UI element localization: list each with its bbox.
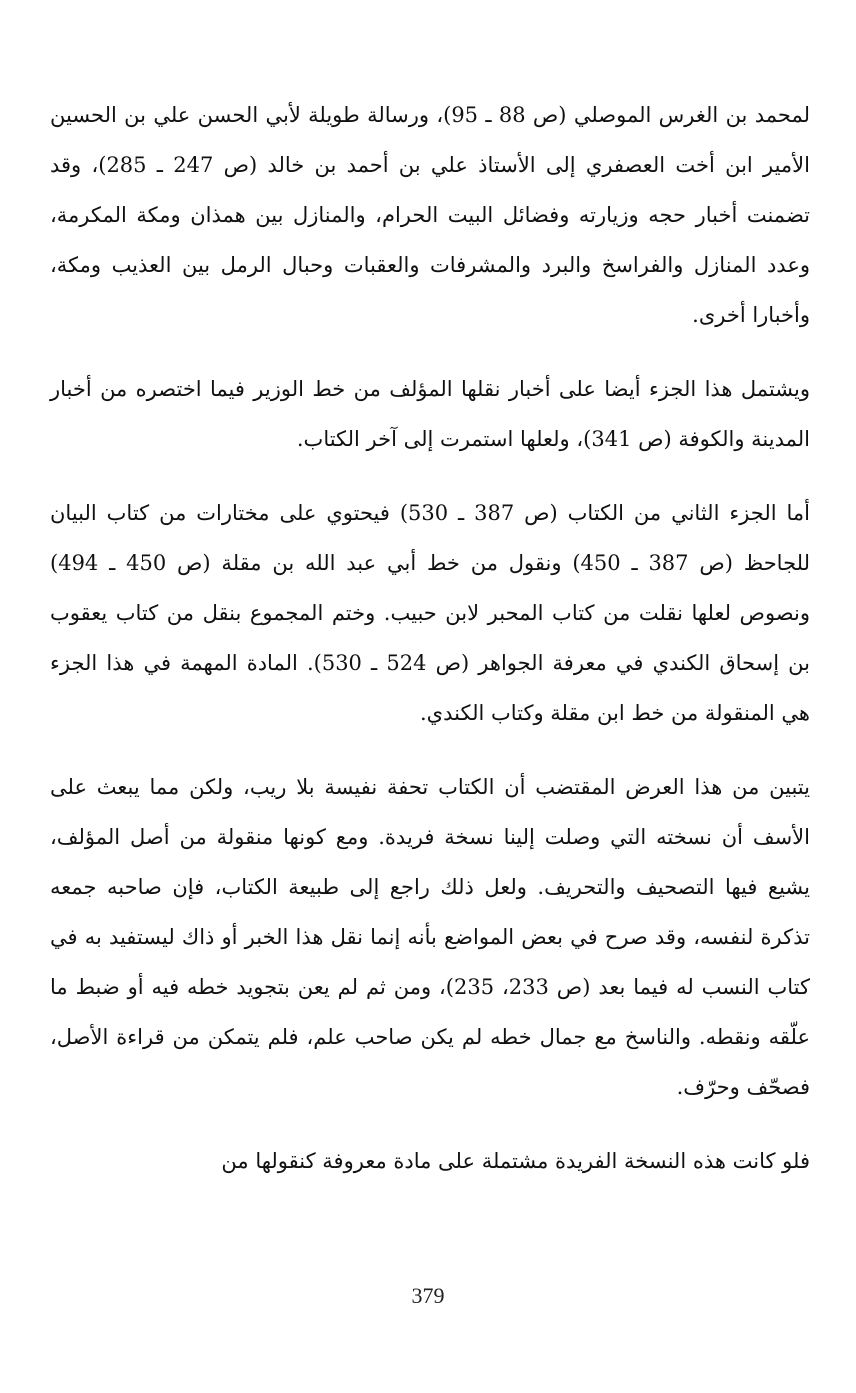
page-number: 379 [411,1283,445,1308]
paragraph-1: لمحمد بن الغرس الموصلي (ص 88 ـ 95)، ورسالة طويلة لأبي الحسن علي بن الحسين الأمير ابن أخت العصفري إلى الأستاذ علي بن أحمد بن خالد (ص 247 ـ 285)، وقد تضمنت أخبار حجه وزيارته وفضائل البيت الحرام، والمنازل بين همذان ومكة المكرمة، وعدد المنازل والفراسخ والبرد والمشرفات والعقبات وحبال الرمل بين العذيب ومكة، وأخبارا أخرى. [50,103,810,327]
paragraph-2: ويشتمل هذا الجزء أيضا على أخبار نقلها المؤلف من خط الوزير فيما اختصره من أخبار المدينة والكوفة (ص 341)، ولعلها استمرت إلى آخر الكتاب. [50,377,810,451]
paragraph-5: فلو كانت هذه النسخة الفريدة مشتملة على مادة معروفة كنقولها من [221,1149,810,1173]
paragraph-4: يتبين من هذا العرض المقتضب أن الكتاب تحفة نفيسة بلا ريب، ولكن مما يبعث على الأسف أن نسخته التي وصلت إلينا نسخة فريدة. ومع كونها منقولة من أصل المؤلف، يشيع فيها التصحيف والتحريف. ولعل ذلك راجع إلى طبيعة الكتاب، فإن صاحبه جمعه تذكرة لنفسه، وقد صرح في بعض المواضع بأنه إنما نقل هذا الخبر أو ذاك ليستفيد به في كتاب النسب له فيما بعد (ص 233، 235)، ومن ثم لم يعن بتجويد خطه فيه أو ضبط ما علّقه ونقطه. والناسخ مع جمال خطه لم يكن صاحب علم، فلم يتمكن من قراءة الأصل، فصحّف وحرّف. [50,775,810,1099]
page-body [50,90,810,1210]
paragraph-3: أما الجزء الثاني من الكتاب (ص 387 ـ 530) فيحتوي على مختارات من كتاب البيان للجاحظ (ص 387 ـ 450) ونقول من خط أبي عبد الله بن مقلة (ص 450 ـ 494) ونصوص لعلها نقلت من كتاب المحبر لابن حبيب. وختم المجموع بنقل من كتاب يعقوب بن إسحاق الكندي في معرفة الجواهر (ص 524 ـ 530). المادة المهمة في هذا الجزء هي المنقولة من خط ابن مقلة وكتاب الكندي. [50,501,810,725]
